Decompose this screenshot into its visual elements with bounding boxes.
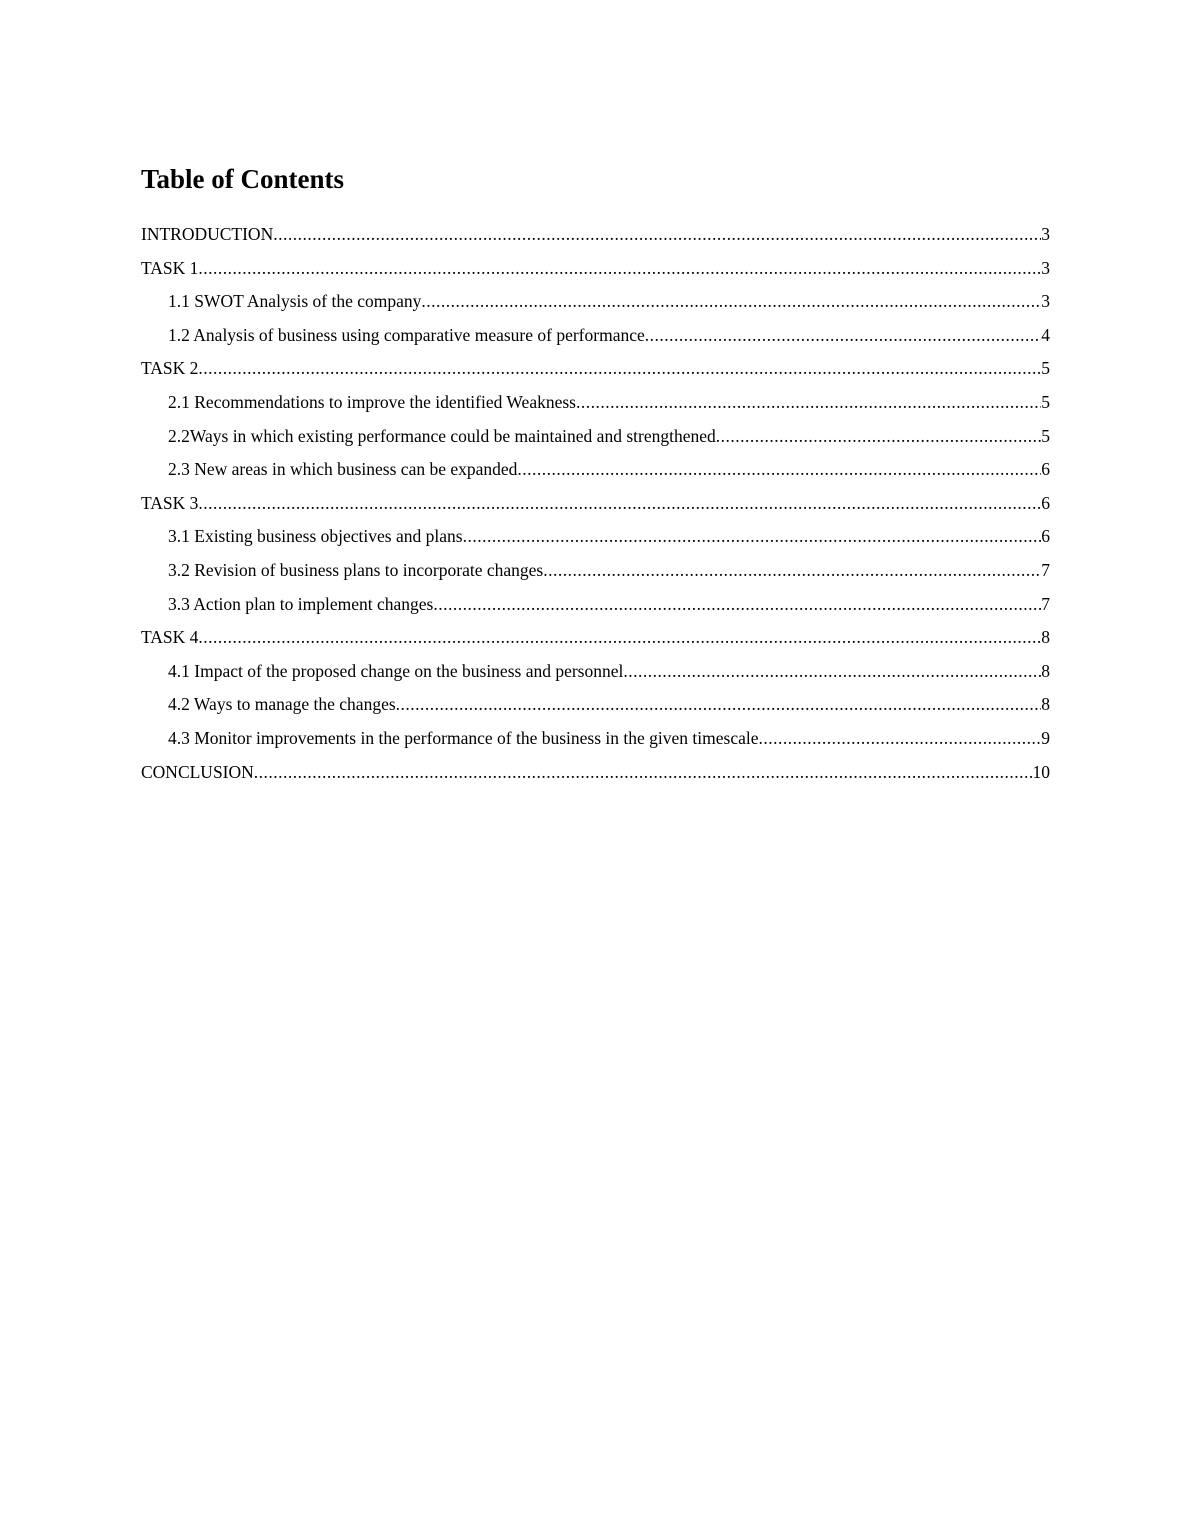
toc-page-number: 9: [1041, 727, 1050, 748]
toc-dot-leader: [198, 621, 1041, 655]
toc-page-number: 8: [1041, 660, 1050, 681]
toc-entry-4-2[interactable]: [141, 688, 1050, 722]
toc-dot-leader: [198, 252, 1041, 286]
toc-dot-leader: [543, 554, 1041, 588]
toc-entry-text: CONCLUSION: [141, 761, 254, 782]
toc-page-number: 5: [1041, 358, 1050, 379]
toc-entry-1-1[interactable]: [141, 285, 1050, 319]
toc-dot-leader: [463, 520, 1042, 554]
toc-page-number: 3: [1041, 257, 1050, 278]
toc-title: Table of Contents: [141, 164, 345, 194]
toc-page-number: 10: [1032, 761, 1050, 782]
toc-entry-text: 2.1 Recommendations to improve the identified Weakness: [168, 391, 576, 412]
toc-entry-3-3[interactable]: [141, 588, 1050, 622]
toc-entry-text: 1.1 SWOT Analysis of the company: [168, 291, 422, 312]
toc-entry-4-1[interactable]: [141, 655, 1050, 689]
toc-dot-leader: [433, 588, 1041, 622]
toc-dot-leader: [198, 487, 1041, 521]
toc-entry-2-3[interactable]: [141, 453, 1050, 487]
toc-entry-text: 1.2 Analysis of business using comparative measure of performance: [168, 324, 645, 345]
toc-entry-text: 4.1 Impact of the proposed change on the business and personnel: [168, 660, 624, 681]
toc-dot-leader: [421, 285, 1041, 319]
toc-entry-task-2[interactable]: [141, 352, 1050, 386]
toc-page-number: 6: [1041, 526, 1050, 547]
toc-entry-2-2[interactable]: [141, 420, 1050, 454]
toc-entry-text: 3.2 Revision of business plans to incorporate changes: [168, 559, 544, 580]
toc-page-number: 8: [1041, 627, 1050, 648]
toc-page-number: 7: [1041, 559, 1050, 580]
toc-entry-text: 3.3 Action plan to implement changes: [168, 593, 434, 614]
toc-entry-text: 3.1 Existing business objectives and plans: [168, 526, 463, 547]
toc-list: [141, 218, 1050, 789]
toc-entry-text: TASK 3: [141, 492, 199, 513]
toc-dot-leader: [517, 453, 1041, 487]
toc-dot-leader: [623, 655, 1041, 689]
toc-page-number: 6: [1041, 459, 1050, 480]
toc-entry-introduction[interactable]: [141, 218, 1050, 252]
toc-dot-leader: [645, 319, 1042, 353]
toc-page-number: 5: [1041, 425, 1050, 446]
toc-page-number: 8: [1041, 694, 1050, 715]
toc-entry-text: 4.2 Ways to manage the changes: [168, 694, 396, 715]
toc-entry-3-2[interactable]: [141, 554, 1050, 588]
toc-entry-text: TASK 4: [141, 627, 199, 648]
toc-page-number: 4: [1041, 324, 1050, 345]
toc-entry-1-2[interactable]: [141, 319, 1050, 353]
toc-entry-task-3[interactable]: [141, 487, 1050, 521]
toc-entry-text: 2.3 New areas in which business can be expanded: [168, 459, 518, 480]
toc-entry-text: INTRODUCTION: [141, 224, 274, 244]
toc-dot-leader: [273, 218, 1041, 252]
toc-entry-task-1[interactable]: [141, 252, 1050, 286]
toc-page-number: 5: [1041, 391, 1050, 412]
toc-entry-task-4[interactable]: [141, 621, 1050, 655]
toc-entry-text: 4.3 Monitor improvements in the performance of the business in the given timescale: [168, 727, 759, 748]
toc-dot-leader: [576, 386, 1041, 420]
toc-dot-leader: [254, 756, 1033, 790]
toc-entry-4-3[interactable]: [141, 722, 1050, 756]
toc-entry-text: 2.2Ways in which existing performance could be maintained and strengthened: [168, 425, 716, 446]
toc-page-number: 3: [1041, 291, 1050, 312]
toc-entry-text: TASK 1: [141, 257, 199, 278]
toc-dot-leader: [758, 722, 1041, 756]
toc-page-number: 3: [1041, 224, 1050, 244]
toc-entry-3-1[interactable]: [141, 520, 1050, 554]
toc-entry-2-1[interactable]: [141, 386, 1050, 420]
toc-page-number: 6: [1041, 492, 1050, 513]
toc-dot-leader: [198, 352, 1041, 386]
toc-dot-leader: [716, 420, 1042, 454]
toc-page-number: 7: [1041, 593, 1050, 614]
toc-entry-conclusion[interactable]: [141, 756, 1050, 790]
toc-entry-text: TASK 2: [141, 358, 199, 379]
toc-dot-leader: [396, 688, 1042, 722]
